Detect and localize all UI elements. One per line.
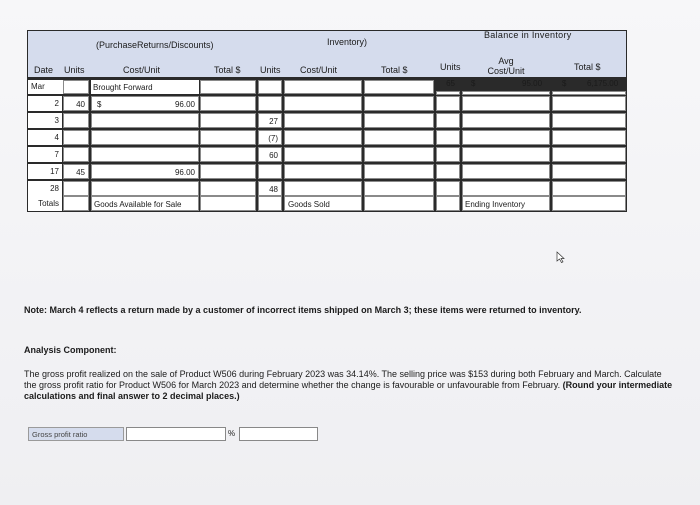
row-cost2-input[interactable] — [284, 181, 362, 196]
row1-cost2-input[interactable] — [284, 80, 362, 94]
row-date-cell: 17 — [28, 164, 62, 179]
inventory-header: Inventory) — [327, 37, 368, 47]
percent-sign: % — [228, 429, 236, 438]
row-date-cell: 2 — [28, 96, 62, 111]
row1-balance-lower — [436, 91, 460, 95]
row-units2-input[interactable] — [258, 96, 282, 111]
col-total-1: Total $ — [214, 65, 241, 75]
row-cost2-input[interactable] — [284, 96, 362, 111]
row-cost1-input[interactable] — [91, 130, 199, 145]
row-total1-input[interactable] — [200, 147, 256, 162]
col-units-2: Units — [260, 65, 281, 75]
row1-total1-input[interactable] — [200, 80, 256, 94]
row-cost2-input[interactable] — [284, 113, 362, 128]
analysis-instruction: (Round your intermediate calculations and final answer to 2 decimal places.) — [24, 380, 673, 401]
row-units3-input[interactable] — [436, 96, 460, 111]
row-units3-input[interactable] — [436, 130, 460, 145]
row-cost1-input[interactable]: $ 96.00 — [91, 96, 199, 111]
row-units2-input[interactable]: 60 — [258, 147, 282, 162]
row-cost2-input[interactable] — [284, 130, 362, 145]
row1-bal-units: 65 — [446, 79, 455, 88]
row-cost1-input[interactable] — [91, 181, 199, 196]
row-total3-input[interactable] — [552, 196, 626, 211]
row-avg-cost-input[interactable] — [462, 113, 550, 128]
row1-bal-avg: 95.00 — [522, 79, 543, 88]
row-total1-input[interactable] — [200, 164, 256, 179]
row1-units2-input[interactable] — [258, 80, 282, 94]
analysis-body-text: The gross profit realized on the sale of Product W506 during February 2023 was 34.14%. The selling price was $153 during both February and March. Calculate the gross profit ratio for Product W506 for March 2023 and determine whether the change is favourable or unfavourable from February. — [24, 369, 662, 390]
row1-bal-total: 6,175.00 — [587, 79, 619, 88]
row-units3-input[interactable] — [436, 196, 460, 211]
row-total2-input[interactable] — [364, 113, 434, 128]
row-units1-input[interactable] — [63, 130, 89, 145]
row-units1-input[interactable] — [63, 113, 89, 128]
gross-profit-evaluation-input[interactable] — [239, 427, 318, 441]
row-avg-cost-input[interactable] — [462, 130, 550, 145]
row-units1-input[interactable] — [63, 196, 89, 211]
col-units-1: Units — [64, 65, 85, 75]
ending-inventory-label: Ending Inventory — [462, 196, 550, 211]
row-date-cell: 4 — [28, 130, 62, 145]
row-total1-input[interactable] — [200, 130, 256, 145]
row-total2-input[interactable] — [364, 130, 434, 145]
row1-balance-lower — [462, 91, 550, 95]
row1-month: Mar — [31, 82, 45, 91]
col-total-3: Total $ — [574, 62, 601, 72]
col-avg-cost: Avg Cost/Unit — [487, 56, 525, 76]
row-units1-input[interactable]: 40 — [63, 96, 89, 111]
row-units2-input[interactable] — [258, 164, 282, 179]
row-cost1-input[interactable]: 96.00 — [91, 164, 199, 179]
col-total-2: Total $ — [381, 65, 408, 75]
balance-header: Balance in Inventory — [484, 30, 572, 40]
row-units2-input[interactable]: 48 — [258, 181, 282, 196]
row-total2-input[interactable] — [364, 164, 434, 179]
row-units3-input[interactable] — [436, 181, 460, 196]
row1-units-input[interactable] — [63, 80, 89, 94]
row-units3-input[interactable] — [436, 113, 460, 128]
note-text: Note: March 4 reflects a return made by a customer of incorrect items shipped on March 3; these items were returned to inventory. — [24, 305, 582, 315]
row-total2-input[interactable] — [364, 147, 434, 162]
row1-balance-lower — [552, 91, 626, 95]
row-total1-input[interactable] — [200, 96, 256, 111]
row-units1-input[interactable]: 45 — [63, 164, 89, 179]
analysis-heading: Analysis Component: — [24, 345, 117, 355]
gross-profit-row — [28, 427, 290, 441]
row-total1-input[interactable] — [200, 181, 256, 196]
row-units2-input[interactable] — [258, 196, 282, 211]
mouse-cursor-icon — [556, 251, 566, 263]
goods-available-label: Goods Available for Sale — [91, 196, 199, 211]
row-total3-input[interactable] — [552, 181, 626, 196]
row-cost1-input[interactable] — [91, 113, 199, 128]
row-cost2-input[interactable] — [284, 164, 362, 179]
gross-profit-label: Gross profit ratio — [28, 427, 124, 441]
row-avg-cost-input[interactable] — [462, 181, 550, 196]
row-date-cell: Totals — [28, 196, 62, 211]
analysis-body — [24, 369, 674, 402]
row-total1-input[interactable] — [200, 113, 256, 128]
row-total1-input[interactable] — [200, 196, 256, 211]
col-units-3: Units — [440, 62, 461, 72]
gross-profit-input[interactable] — [126, 427, 226, 441]
row-avg-cost-input[interactable] — [462, 96, 550, 111]
row-date-cell: 28 — [28, 181, 62, 196]
row-total2-input[interactable] — [364, 96, 434, 111]
row-units3-input[interactable] — [436, 164, 460, 179]
row-cost1-input[interactable] — [91, 147, 199, 162]
row-total3-input[interactable] — [552, 113, 626, 128]
row1-brought-forward: Brought Forward — [91, 80, 199, 94]
col-date: Date — [34, 65, 54, 75]
row-avg-cost-input[interactable] — [462, 147, 550, 162]
row-units2-input[interactable]: (7) — [258, 130, 282, 145]
row-avg-cost-input[interactable] — [462, 164, 550, 179]
row-total2-input[interactable] — [364, 181, 434, 196]
row-date-cell: 7 — [28, 147, 62, 162]
row-total3-input[interactable] — [552, 147, 626, 162]
row1-dollar-sign-2: $ — [562, 79, 567, 88]
row-total2-input[interactable] — [364, 196, 434, 211]
row-units1-input[interactable] — [63, 147, 89, 162]
row-total3-input[interactable] — [552, 130, 626, 145]
purchase-returns-header: (PurchaseReturns/Discounts) — [96, 40, 214, 50]
goods-sold-label: Goods Sold — [284, 196, 362, 211]
col-cost-unit-1: Cost/Unit — [123, 65, 161, 75]
row-units3-input[interactable] — [436, 147, 460, 162]
row-total3-input[interactable] — [552, 164, 626, 179]
row-cost2-input[interactable] — [284, 147, 362, 162]
row-units2-input[interactable]: 27 — [258, 113, 282, 128]
row1-dollar-sign: $ — [471, 79, 476, 88]
row-total3-input[interactable] — [552, 96, 626, 111]
col-cost-unit-2: Cost/Unit — [300, 65, 338, 75]
row-units1-input[interactable] — [63, 181, 89, 196]
row1-total2-input[interactable] — [364, 80, 434, 94]
row-date-cell: 3 — [28, 113, 62, 128]
